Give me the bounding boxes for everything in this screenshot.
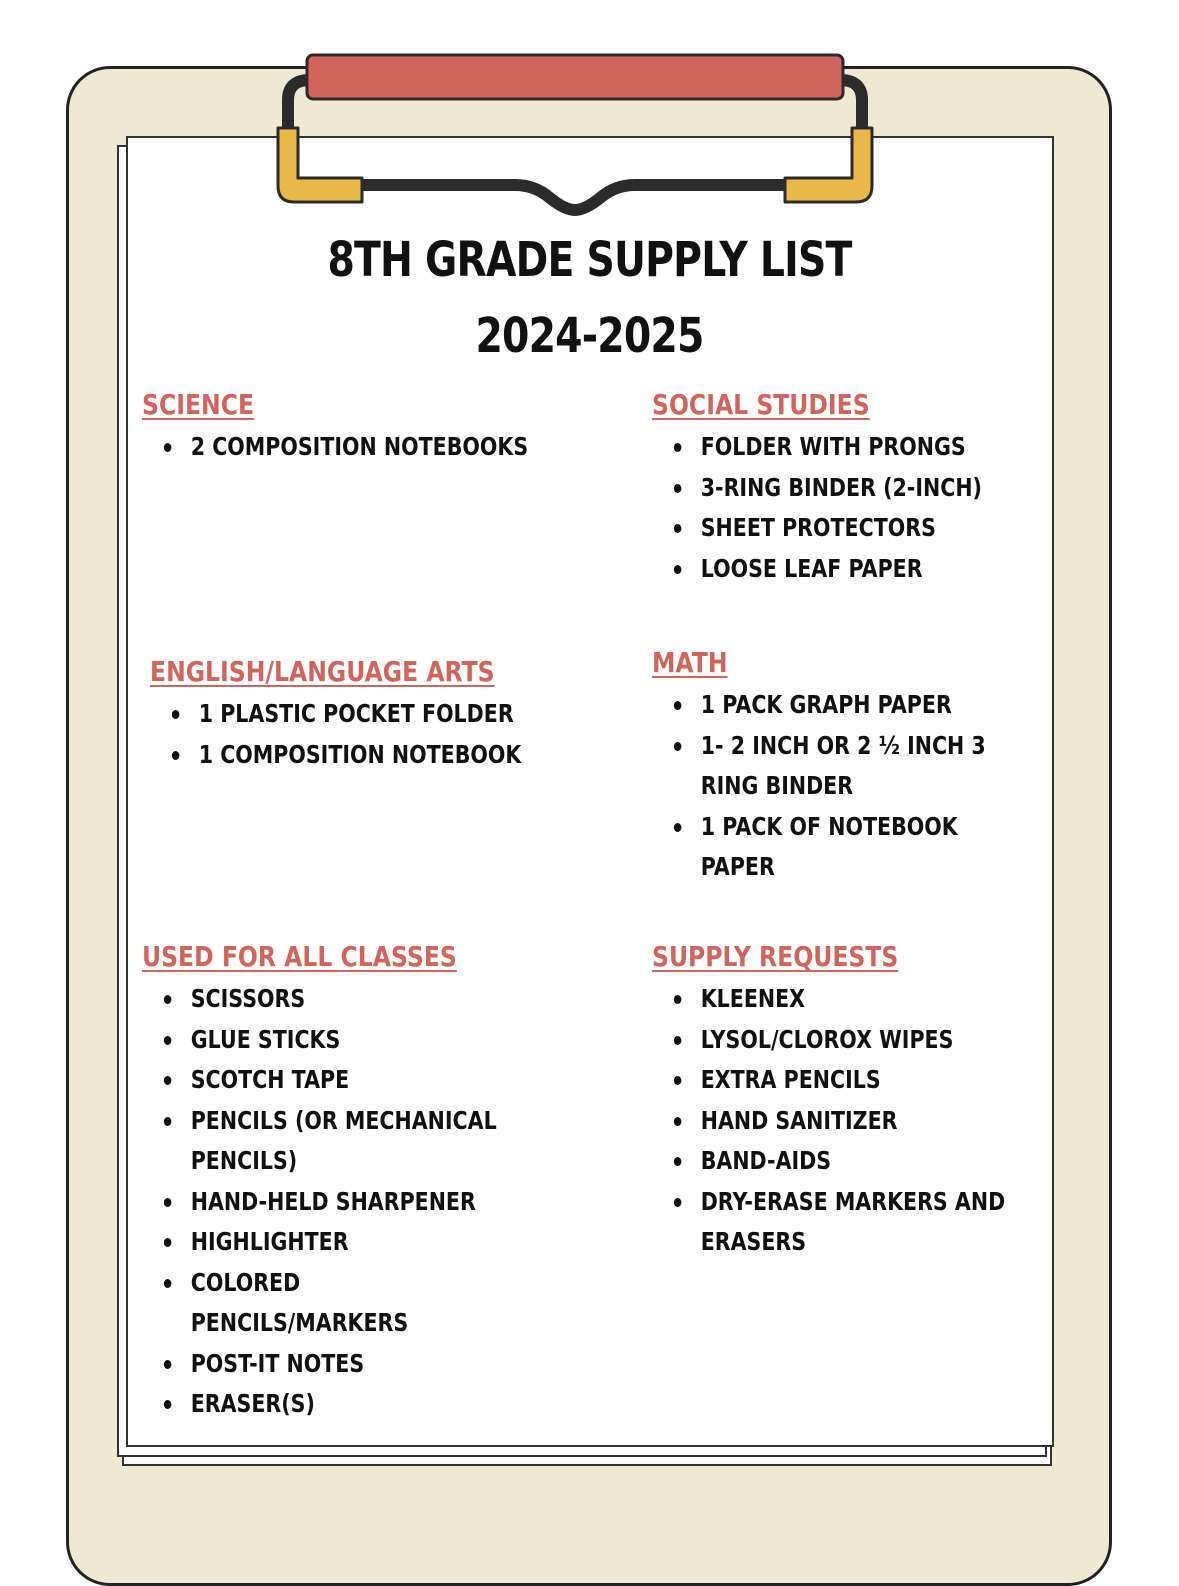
section-all-classes: [142, 940, 503, 1425]
section-heading-english: ENGLISH/LANGUAGE ARTS: [150, 655, 495, 688]
list-item: ERASER(S): [142, 1384, 503, 1425]
list-item: 1- 2 INCH OR 2 ½ INCH 3 RING BINDER: [652, 726, 1022, 807]
list-item: 2 COMPOSITION NOTEBOOKS: [142, 427, 528, 468]
section-heading-math: MATH: [652, 646, 728, 679]
list-item: 1 PACK OF NOTEBOOK PAPER: [652, 807, 1022, 888]
list-item: 1 PACK GRAPH PAPER: [652, 685, 1022, 726]
section-math: [652, 646, 1022, 888]
list-item: COLORED PENCILS/MARKERS: [142, 1263, 503, 1344]
list-item: HAND-HELD SHARPENER: [142, 1182, 503, 1223]
section-social-studies: [652, 388, 982, 589]
page-subtitle-year: 2024-2025: [475, 308, 704, 364]
list-item: HAND SANITIZER: [652, 1101, 1013, 1142]
science-list: [142, 427, 528, 468]
section-supply-requests: [652, 940, 1013, 1263]
list-item: SCOTCH TAPE: [142, 1060, 503, 1101]
supply-requests-list: [652, 979, 1013, 1263]
section-heading-supply-requests: SUPPLY REQUESTS: [652, 940, 899, 973]
clipboard-clip-icon: [270, 50, 880, 220]
section-science: [142, 388, 528, 468]
list-item: HIGHLIGHTER: [142, 1222, 503, 1263]
list-item: GLUE STICKS: [142, 1020, 503, 1061]
list-item: KLEENEX: [652, 979, 1013, 1020]
social-studies-list: [652, 427, 982, 589]
section-heading-science: SCIENCE: [142, 388, 255, 421]
list-item: LYSOL/CLOROX WIPES: [652, 1020, 1013, 1061]
section-heading-social-studies: SOCIAL STUDIES: [652, 388, 870, 421]
list-item: 1 COMPOSITION NOTEBOOK: [150, 735, 521, 776]
list-item: FOLDER WITH PRONGS: [652, 427, 982, 468]
section-english: [150, 655, 521, 775]
list-item: POST-IT NOTES: [142, 1344, 503, 1385]
page-title: 8TH GRADE SUPPLY LIST: [327, 232, 852, 288]
list-item: BAND-AIDS: [652, 1141, 1013, 1182]
section-heading-all-classes: USED FOR ALL CLASSES: [142, 940, 457, 973]
math-list: [652, 685, 1022, 888]
list-item: LOOSE LEAF PAPER: [652, 549, 982, 590]
all-classes-list: [142, 979, 503, 1425]
list-item: SHEET PROTECTORS: [652, 508, 982, 549]
list-item: DRY-ERASE MARKERS AND ERASERS: [652, 1182, 1013, 1263]
list-item: EXTRA PENCILS: [652, 1060, 1013, 1101]
list-item: SCISSORS: [142, 979, 503, 1020]
list-item: 1 PLASTIC POCKET FOLDER: [150, 694, 521, 735]
english-list: [150, 694, 521, 775]
list-item: 3-RING BINDER (2-INCH): [652, 468, 982, 509]
list-item: PENCILS (OR MECHANICAL PENCILS): [142, 1101, 503, 1182]
